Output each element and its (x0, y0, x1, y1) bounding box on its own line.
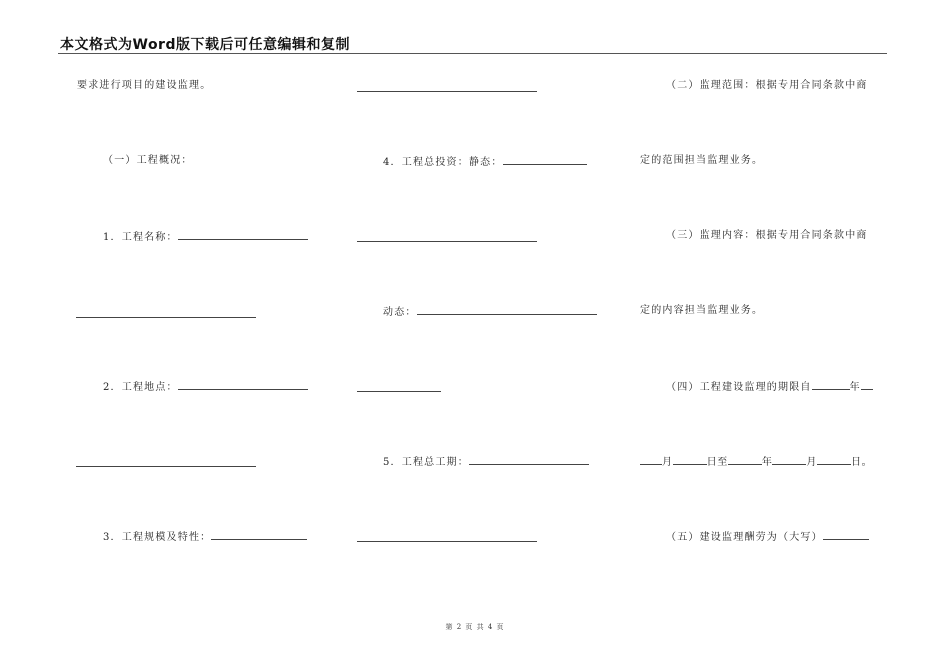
col3-content-line: （三）监理内容：根据专用合同条款中商 (666, 230, 868, 241)
col3-scope-line: （二）监理范围：根据专用合同条款中商 (666, 80, 868, 91)
investment-dynamic-label: 动态： (383, 307, 417, 318)
col1-line-1: 要求进行项目的建设监理。 (77, 80, 212, 91)
investment-static-blank[interactable] (503, 154, 587, 165)
project-name-blank-cont[interactable] (76, 317, 256, 318)
period-end-day-blank[interactable] (817, 454, 851, 465)
period-end-year-blank[interactable] (728, 454, 762, 465)
col2-blank-2[interactable] (357, 241, 537, 242)
investment-dynamic-blank[interactable] (417, 304, 597, 315)
total-duration-blank[interactable] (469, 454, 589, 465)
period-start-day-blank[interactable] (673, 454, 707, 465)
col2-blank-4[interactable] (357, 541, 537, 542)
period-start-month-blank[interactable] (640, 454, 662, 465)
total-duration-label: 5．工程总工期： (383, 457, 469, 468)
col3-content-cont: 定的内容担当监理业务。 (640, 305, 764, 316)
project-location-label: 2．工程地点： (103, 382, 178, 393)
fee-blank[interactable] (823, 529, 869, 540)
project-scale-label: 3．工程规模及特性： (103, 532, 212, 543)
col3-period-cont-row (640, 454, 872, 470)
header-divider (58, 53, 887, 54)
col1-project-location-row (103, 379, 308, 395)
project-scale-blank[interactable] (211, 529, 307, 540)
col3-scope-cont: 定的范围担当监理业务。 (640, 155, 764, 166)
col1-project-name-row (103, 229, 308, 245)
project-name-label: 1．工程名称： (103, 232, 178, 243)
project-name-blank[interactable] (178, 229, 308, 240)
investment-static-label: 4．工程总投资：静态： (383, 157, 503, 168)
col2-total-duration-row (383, 454, 589, 470)
period-label: （四）工程建设监理的期限自 (666, 382, 812, 393)
col3-fee-row (666, 529, 869, 545)
period-start-month-blank-head[interactable] (861, 379, 873, 390)
year-label-2: 年 (761, 457, 773, 468)
document-header-title: 本文格式为Word版下载后可任意编辑和复制 (60, 37, 350, 53)
month-label-1: 月 (662, 457, 673, 468)
month-label-2: 月 (806, 457, 818, 468)
col2-investment-static-row (383, 154, 587, 170)
fee-label: （五）建设监理酬劳为（大写） (666, 532, 823, 543)
period-end-month-blank[interactable] (772, 454, 806, 465)
col1-project-scale-row (103, 529, 307, 545)
col2-blank-1[interactable] (357, 91, 537, 92)
col2-investment-dynamic-row (383, 304, 597, 320)
col2-blank-3[interactable] (357, 391, 441, 392)
year-label-1: 年 (849, 382, 861, 393)
page-number-footer: 第 2 页 共 4 页 (445, 623, 505, 631)
col1-section-overview: （一）工程概况： (103, 155, 193, 166)
project-location-blank[interactable] (178, 379, 308, 390)
to-label: 日至 (706, 457, 728, 468)
day-label-2: 日。 (851, 457, 873, 468)
col3-period-row (666, 379, 873, 395)
project-location-blank-cont[interactable] (76, 466, 256, 467)
period-start-year-blank[interactable] (812, 379, 850, 390)
